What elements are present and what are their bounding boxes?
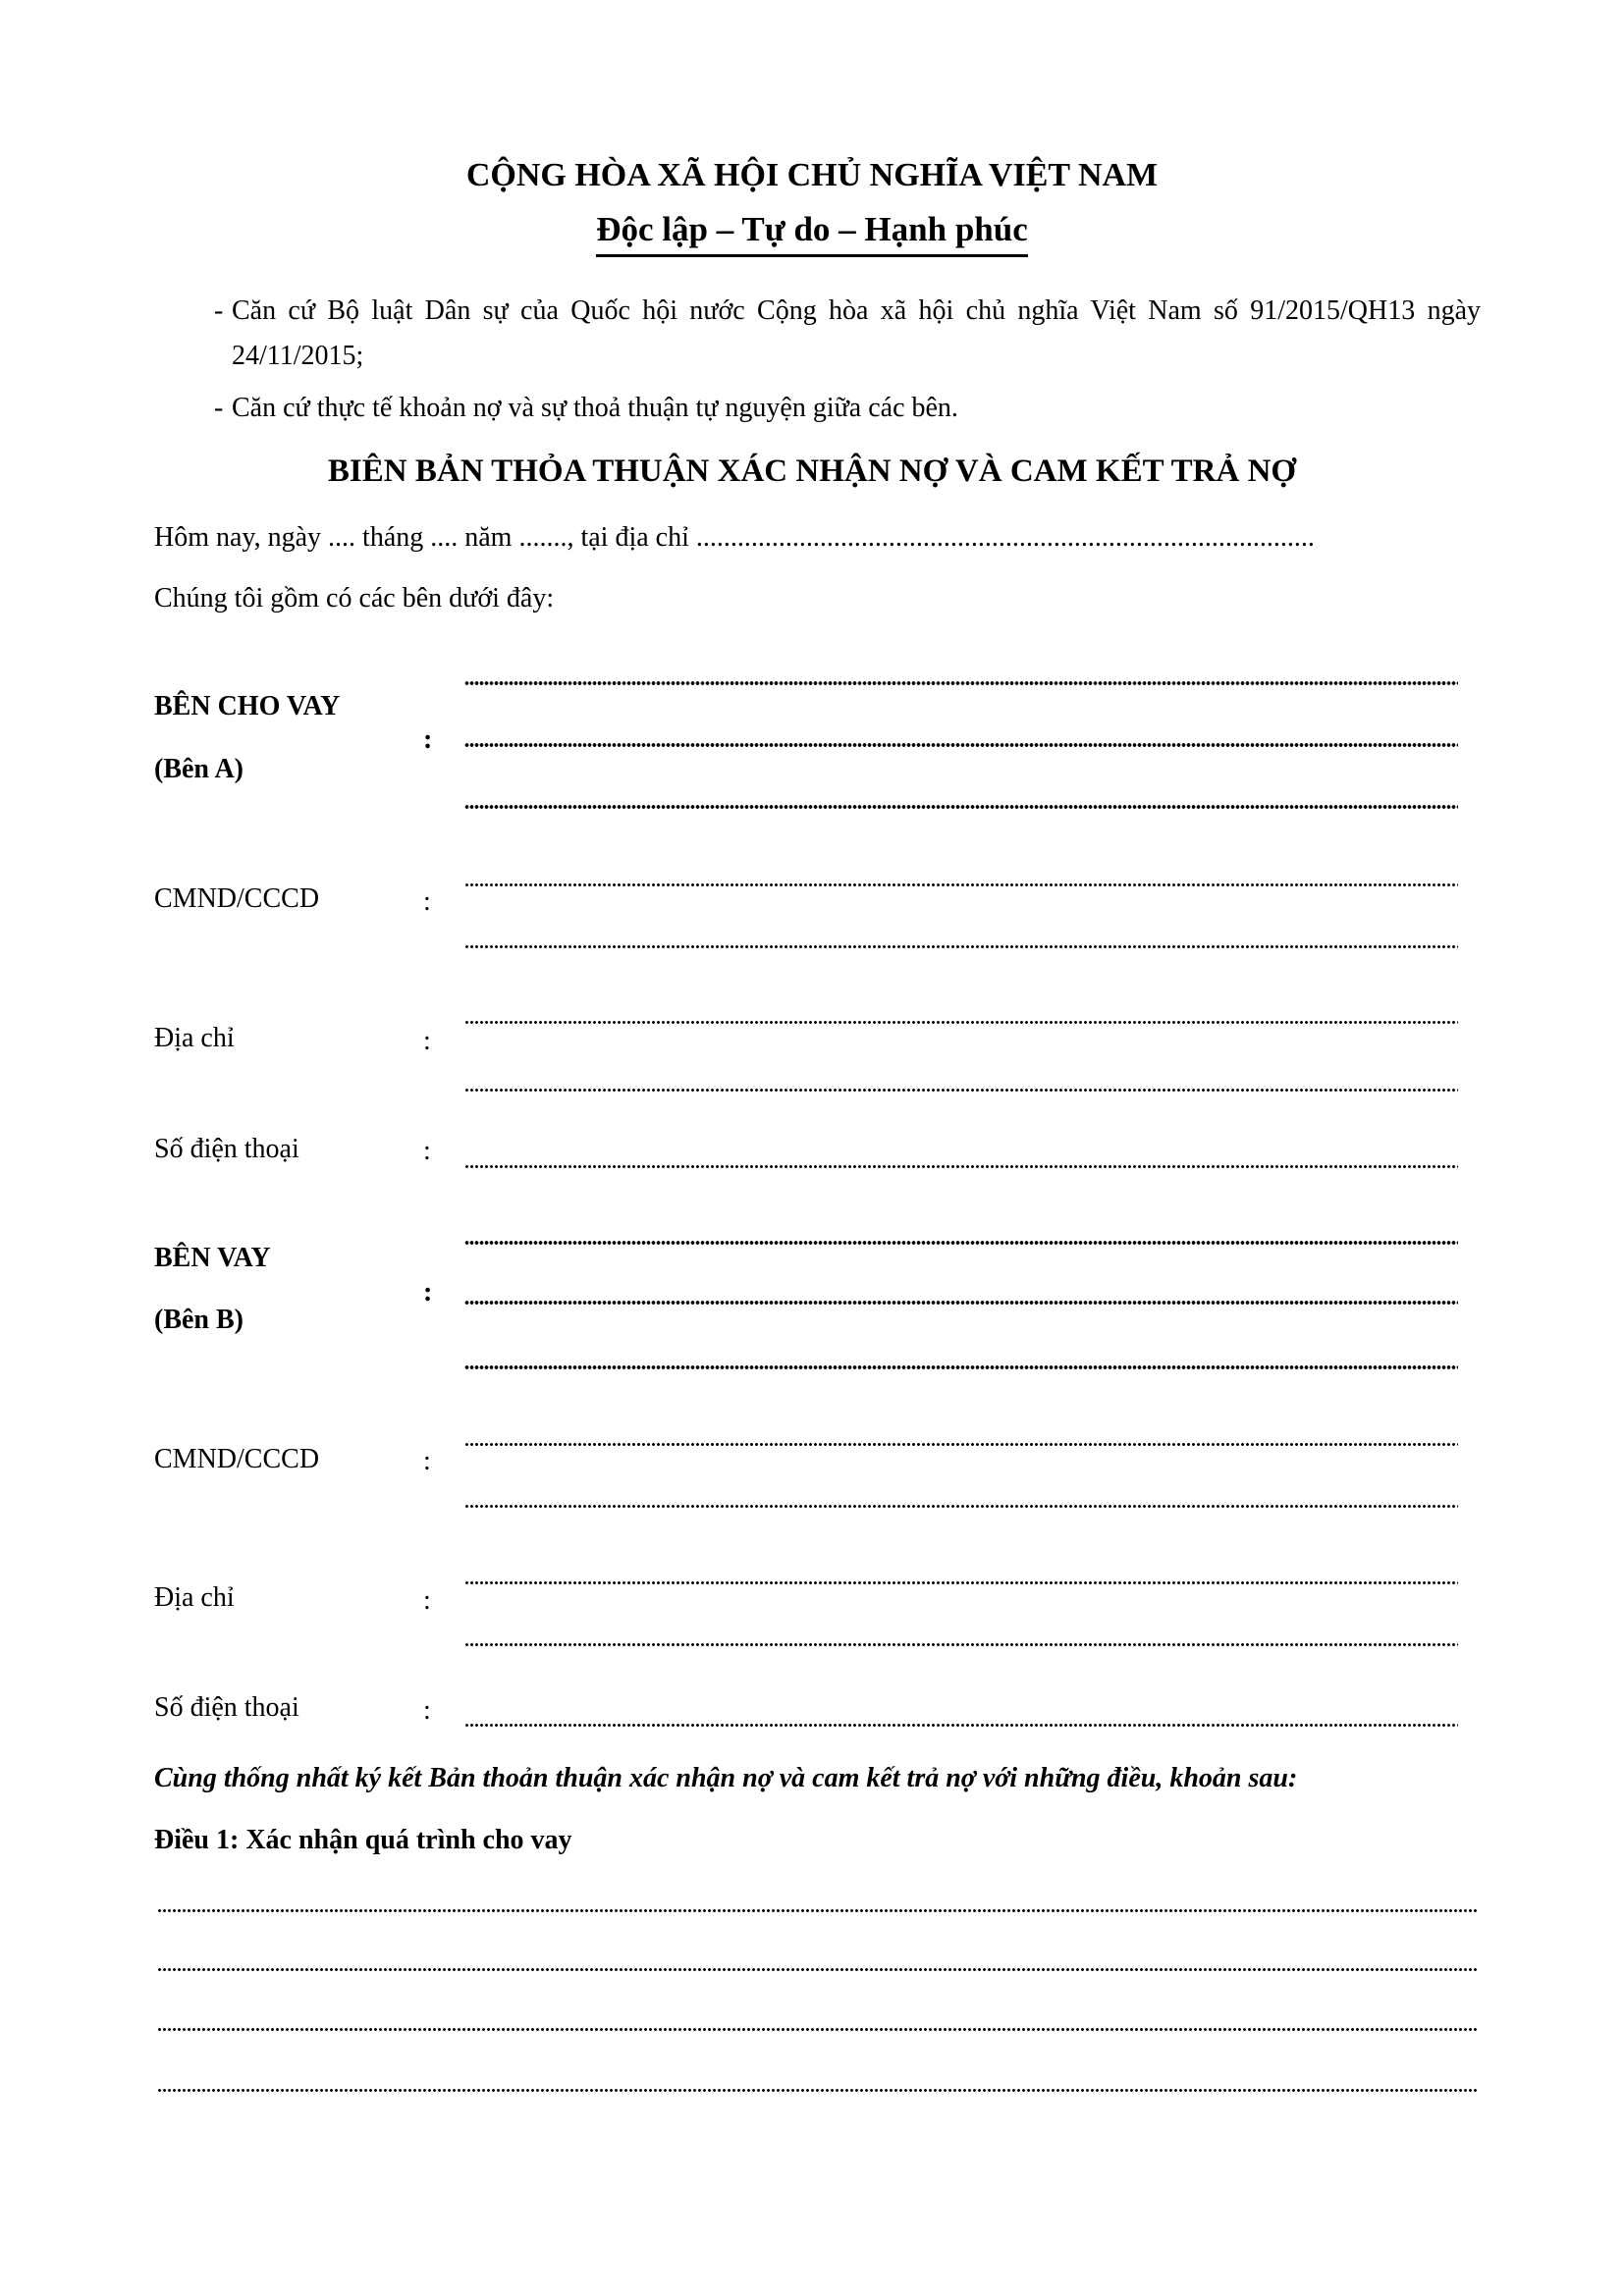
party-a-id-label: CMND/CCCD	[154, 883, 320, 914]
party-b-id-label: CMND/CCCD	[154, 1444, 320, 1474]
agreement-statement: Cùng thống nhất ký kết Bản thoản thuận xác nhận nợ và cam kết trả nợ với những điều, khoản sau:	[154, 1763, 1298, 1793]
party-b-phone-line[interactable]	[464, 1724, 1458, 1727]
party-a-id-colon: :	[423, 886, 431, 917]
party-a-subtitle: (Bên A)	[154, 754, 244, 784]
legal-basis-1	[214, 289, 1481, 379]
party-a-name-line-3[interactable]	[464, 805, 1458, 809]
article-1-line-4[interactable]	[157, 2089, 1478, 2092]
article-1-title: Điều 1: Xác nhận quá trình cho vay	[154, 1825, 572, 1855]
party-b-name-line-3[interactable]	[464, 1365, 1458, 1369]
country-name: CỘNG HÒA XÃ HỘI CHỦ NGHĨA VIỆT NAM	[465, 157, 1159, 193]
legal-basis-2-text: Căn cứ thực tế khoản nợ và sự thoả thuận tự nguyện giữa các bên.	[232, 393, 958, 423]
bullet-dash: -	[214, 295, 224, 326]
party-a-phone-line[interactable]	[464, 1165, 1458, 1168]
date-place-line: Hôm nay, ngày .... tháng .... năm ......., tại địa chỉ ..........................................................................................	[154, 522, 1315, 553]
party-b-phone-label: Số điện thoại	[154, 1692, 299, 1723]
party-b-name-line-2[interactable]	[464, 1301, 1458, 1305]
party-a-title: BÊN CHO VAY	[154, 691, 341, 721]
party-a-address-label: Địa chỉ	[154, 1023, 235, 1053]
party-b-title: BÊN VAY	[154, 1243, 271, 1273]
party-a-id-line-2[interactable]	[464, 945, 1458, 948]
party-b-address-label: Địa chỉ	[154, 1582, 235, 1613]
party-b-id-colon: :	[423, 1446, 431, 1476]
party-b-id-line-2[interactable]	[464, 1505, 1458, 1508]
party-b-name-line-1[interactable]	[464, 1241, 1458, 1245]
party-a-address-line-1[interactable]	[464, 1021, 1458, 1024]
document-title: BIÊN BẢN THỎA THUẬN XÁC NHẬN NỢ VÀ CAM KẾT TRẢ NỢ	[327, 454, 1297, 489]
party-a-name-line-1[interactable]	[464, 681, 1458, 685]
party-b-address-colon: :	[423, 1585, 431, 1616]
party-b-phone-colon: :	[423, 1695, 431, 1726]
national-motto	[0, 212, 1624, 257]
party-a-colon: :	[423, 724, 433, 755]
legal-basis-1-text: Căn cứ Bộ luật Dân sự của Quốc hội nước Cộng hòa xã hội chủ nghĩa Việt Nam số 91/2015/QH13 ngày 24/11/2015;	[232, 295, 1481, 371]
party-a-phone-colon: :	[423, 1136, 431, 1166]
party-b-address-line-1[interactable]	[464, 1581, 1458, 1584]
article-1-line-2[interactable]	[157, 1968, 1478, 1971]
party-b-subtitle: (Bên B)	[154, 1305, 244, 1335]
party-a-name-line-2[interactable]	[464, 743, 1458, 747]
party-a-id-line-1[interactable]	[464, 883, 1458, 886]
party-a-address-colon: :	[423, 1026, 431, 1056]
legal-basis-2	[214, 386, 1481, 431]
party-b-colon: :	[423, 1277, 433, 1308]
article-1-line-3[interactable]	[157, 2028, 1478, 2031]
party-a-address-line-2[interactable]	[464, 1089, 1458, 1092]
bullet-dash: -	[214, 393, 224, 423]
parties-intro: Chúng tôi gồm có các bên dưới đây:	[154, 583, 555, 614]
party-a-phone-label: Số điện thoại	[154, 1134, 299, 1164]
motto-text: Độc lập – Tự do – Hạnh phúc	[596, 212, 1028, 257]
party-b-address-line-2[interactable]	[464, 1643, 1458, 1646]
party-b-id-line-1[interactable]	[464, 1443, 1458, 1446]
article-1-line-1[interactable]	[157, 1909, 1478, 1912]
